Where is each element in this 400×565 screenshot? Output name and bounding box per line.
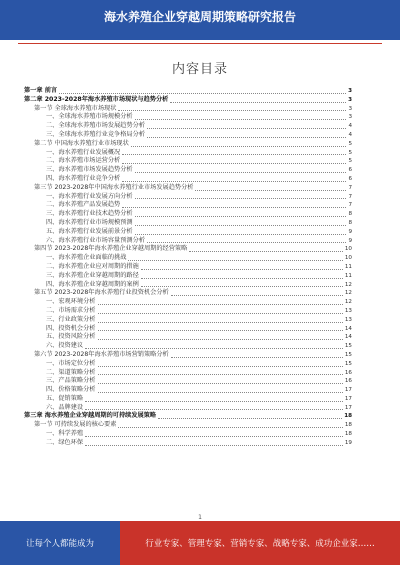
toc-entry[interactable] [24,272,352,281]
toc-entry-page: 6 [348,175,352,182]
toc-dot-leader [141,269,343,270]
toc-entry[interactable] [24,201,352,210]
toc-entry[interactable] [24,175,352,184]
toc-dot-leader [118,427,342,428]
toc-entry[interactable] [24,140,352,149]
toc-dot-leader [122,154,346,155]
toc-entry-label: 五、海水养殖行业发展前景分析 [46,227,133,235]
toc-entry-page: 19 [344,439,352,446]
toc-entry-label: 第二节 中国海水养殖行业市场现状 [34,139,129,147]
toc-dot-leader [98,339,343,340]
toc-dot-leader [98,383,343,384]
toc-dot-leader [135,119,347,120]
toc-dot-leader [171,357,343,358]
toc-entry[interactable] [24,219,352,228]
toc-entry[interactable] [24,184,352,193]
toc-entry-label: 第二章 2023-2028年海水养殖市场现状与趋势分析 [24,95,169,103]
toc-entry-label: 一、海水养殖行业发展方向分析 [46,192,133,200]
toc-entry-page: 10 [344,255,352,262]
toc-dot-leader [135,198,347,199]
toc-dot-leader [59,93,346,94]
toc-dot-leader [135,234,347,235]
toc-dot-leader [85,401,343,402]
toc-dot-leader [195,190,346,191]
toc-entry-label: 一、全球海水养殖市场规模分析 [46,113,133,121]
toc-entry-label: 二、海水养殖市场运营分析 [46,157,121,165]
toc-entry-page: 17 [344,387,352,394]
toc-dot-leader [98,304,343,305]
toc-entry-page: 13 [344,316,352,323]
toc-entry-page: 9 [348,237,352,244]
toc-entry[interactable] [24,412,352,421]
toc-entry-label: 一、市场定位分析 [46,359,96,367]
toc-entry[interactable] [24,333,352,342]
toc-entry-label: 四、价格策略分析 [46,386,96,394]
toc-entry-page: 11 [344,263,352,270]
toc-dot-leader [141,278,343,279]
toc-dot-leader [98,366,343,367]
toc-entry-label: 第五节 2023-2028年海水养殖行业投资机会分析 [34,289,169,297]
toc-entry-page: 18 [344,413,352,420]
toc-entry-label: 四、投资机会分析 [46,324,96,332]
toc-entry[interactable] [24,245,352,254]
toc-entry[interactable] [24,360,352,369]
toc-entry-page: 10 [344,246,352,253]
footer-slogan: 让每个人都能成为 [0,521,120,565]
table-of-contents [24,87,352,475]
toc-entry-page: 3 [348,96,352,103]
toc-entry-label: 二、绿色环保 [46,438,84,446]
toc-entry-label: 第三节 2023-2028年中国海水养殖行业市场发展趋势分析 [34,183,194,191]
toc-entry-label: 第六节 2023-2028年海水养殖市场营销策略分析 [34,350,169,358]
toc-entry-label: 一、科学养殖 [46,430,84,438]
toc-entry-page: 16 [344,378,352,385]
toc-entry-label: 二、海水养殖产品发展趋势 [46,201,121,209]
toc-entry[interactable] [24,430,352,439]
toc-dot-leader [98,330,343,331]
toc-entry-page: 5 [348,158,352,165]
toc-heading: 内容目录 [171,62,228,77]
toc-entry[interactable] [24,307,352,316]
toc-entry[interactable] [24,254,352,263]
toc-entry[interactable] [24,131,352,140]
toc-entry-label: 二、海水养殖企业应对周期的措施 [46,262,139,270]
toc-entry[interactable] [24,281,352,290]
toc-entry[interactable] [24,96,352,105]
toc-entry-page: 18 [344,431,352,438]
toc-entry-page: 8 [348,219,352,226]
toc-entry-label: 一、海水养殖行业发展概况 [46,148,121,156]
toc-dot-leader [122,163,346,164]
toc-entry-label: 五、投资风险分析 [46,333,96,341]
toc-dot-leader [85,409,343,410]
toc-entry-page: 12 [344,299,352,306]
toc-entry-page: 16 [344,369,352,376]
toc-entry-page: 18 [344,422,352,429]
toc-entry-page: 12 [344,290,352,297]
toc-dot-leader [98,374,343,375]
toc-entry[interactable] [24,342,352,351]
toc-entry-page: 4 [348,131,352,138]
toc-entry[interactable] [24,298,352,307]
page-number: 1 [198,514,202,521]
toc-entry-page: 14 [344,325,352,332]
toc-entry-page: 13 [344,307,352,314]
toc-entry[interactable] [24,228,352,237]
toc-entry-label: 第三章 海水养殖企业穿越周期的可持续发展策略 [24,412,157,420]
toc-dot-leader [189,251,343,252]
toc-entry[interactable] [24,210,352,219]
toc-dot-leader [135,216,347,217]
toc-dot-leader [147,128,346,129]
toc-dot-leader [85,445,343,446]
toc-dot-leader [85,348,343,349]
toc-entry-label: 六、投资建议 [46,342,84,350]
toc-entry-page: 15 [344,343,352,350]
toc-dot-leader [122,181,346,182]
toc-entry-label: 三、海水养殖企业穿越周期的路径 [46,271,139,279]
toc-entry-label: 二、市场需求分析 [46,306,96,314]
toc-entry[interactable] [24,369,352,378]
toc-entry-page: 7 [348,193,352,200]
toc-entry-label: 二、渠道策略分析 [46,368,96,376]
toc-entry-label: 一、海水养殖企业面临的挑战 [46,254,127,262]
toc-dot-leader [135,225,347,226]
toc-entry-page: 17 [344,395,352,402]
toc-entry-label: 六、品牌建设 [46,403,84,411]
toc-entry-page: 17 [344,404,352,411]
toc-entry-page: 7 [348,184,352,191]
toc-entry[interactable] [24,166,352,175]
toc-entry-page: 9 [348,228,352,235]
toc-entry[interactable] [24,421,352,430]
toc-entry[interactable] [24,395,352,404]
toc-entry-page: 3 [348,114,352,121]
toc-entry[interactable] [24,439,352,448]
toc-entry[interactable] [24,316,352,325]
toc-entry-page: 3 [348,105,352,112]
toc-entry-label: 三、海水养殖行业技术趋势分析 [46,210,133,218]
toc-entry-page: 4 [348,123,352,130]
toc-entry-page: 15 [344,360,352,367]
toc-dot-leader [98,392,343,393]
toc-entry-label: 第一节 全球海水养殖市场现状 [34,104,117,112]
toc-entry-label: 第一节 可持续发展的核心要素 [34,421,117,429]
toc-entry-label: 三、行业政策分析 [46,315,96,323]
toc-entry-label: 三、海水养殖市场发展趋势分析 [46,166,133,174]
toc-entry-page: 14 [344,334,352,341]
toc-dot-leader [128,260,342,261]
toc-dot-leader [131,146,347,147]
toc-dot-leader [98,322,343,323]
toc-entry-label: 六、海水养殖行业市场容量预测分析 [46,236,145,244]
toc-entry-page: 12 [344,281,352,288]
toc-entry-label: 四、海水养殖行业市场规模预测 [46,218,133,226]
footer-tagline: 行业专家、管理专家、营销专家、战略专家、成功企业家…… [120,521,400,565]
toc-entry-label: 五、促销策略 [46,394,84,402]
toc-dot-leader [158,418,342,419]
toc-entry-page: 6 [348,167,352,174]
toc-dot-leader [98,313,343,314]
toc-entry[interactable] [24,122,352,131]
toc-entry-page: 5 [348,149,352,156]
toc-entry-page: 5 [348,140,352,147]
toc-dot-leader [85,436,343,437]
toc-dot-leader [147,242,346,243]
toc-entry-label: 第四节 2023-2028年海水养殖企业穿越周期的经营策略 [34,245,188,253]
toc-dot-leader [171,295,343,296]
toc-entry[interactable] [24,157,352,166]
toc-entry-label: 三、产品策略分析 [46,377,96,385]
toc-dot-leader [141,286,343,287]
toc-entry[interactable] [24,113,352,122]
toc-entry-page: 7 [348,202,352,209]
report-title: 海水养殖企业穿越周期策略研究报告 [103,10,296,24]
toc-dot-leader [118,110,346,111]
toc-dot-leader [170,102,346,103]
toc-entry[interactable] [24,351,352,360]
toc-entry[interactable] [24,289,352,298]
toc-entry-label: 四、海水养殖行业竞争分析 [46,174,121,182]
toc-entry[interactable] [24,263,352,272]
toc-entry-label: 第一章 前言 [24,87,58,94]
toc-entry[interactable] [24,87,352,96]
footer-banner [0,521,400,565]
toc-entry-page: 15 [344,351,352,358]
toc-entry[interactable] [24,325,352,334]
toc-entry-page: 3 [348,88,352,94]
toc-dot-leader [135,172,347,173]
toc-entry-label: 三、全球海水养殖行业竞争格局分析 [46,130,145,138]
toc-entry-page: 8 [348,211,352,218]
toc-entry-label: 四、海水养殖企业穿越周期的案例 [46,280,139,288]
toc-entry-page: 11 [344,272,352,279]
toc-entry-label: 二、全球海水养殖市场发展趋势分析 [46,122,145,130]
toc-dot-leader [122,207,346,208]
toc-entry[interactable] [24,377,352,386]
toc-entry[interactable] [24,386,352,395]
toc-entry-label: 一、宏观环境分析 [46,298,96,306]
header-divider [18,43,382,44]
toc-dot-leader [147,137,346,138]
